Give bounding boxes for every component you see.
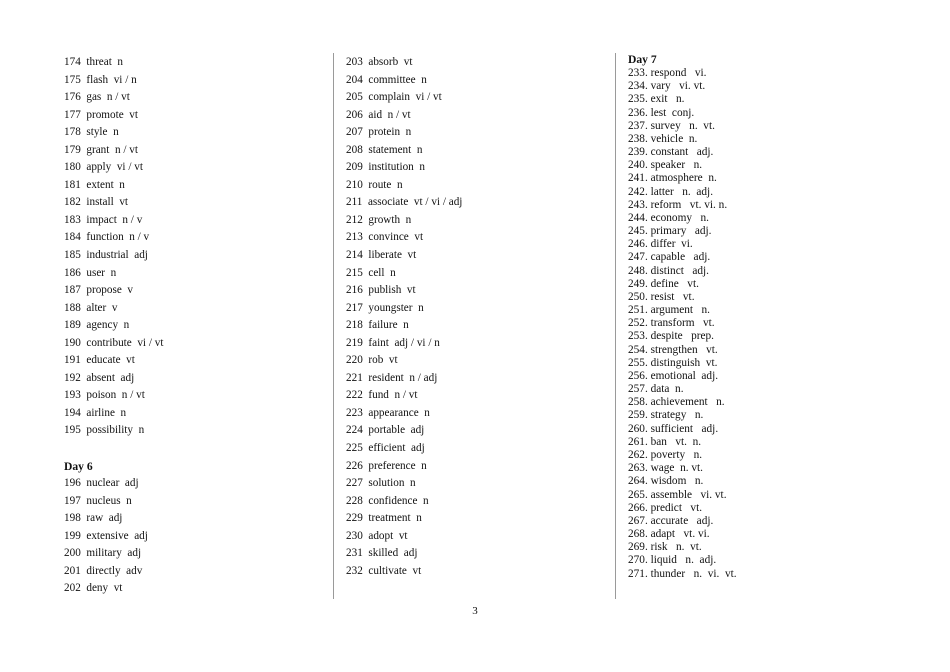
vocab-entry: 184 function n / v: [64, 231, 150, 244]
vocab-entry: 206 aid n / vt: [346, 108, 411, 121]
vocab-entry: 229 treatment n: [346, 512, 422, 525]
column-2-list: [346, 54, 462, 580]
vocab-entry: 214 liberate vt: [346, 249, 417, 262]
vocab-entry: 243. reform vt. vi. n.: [628, 198, 728, 211]
vocab-entry: 242. latter n. adj.: [628, 185, 714, 198]
column-divider-right: [615, 53, 616, 599]
vocab-entry: 190 contribute vi / vt: [64, 336, 164, 349]
vocab-entry: 270. liquid n. adj.: [628, 554, 717, 567]
column-2: [346, 54, 462, 580]
vocab-entry: 202 deny vt: [64, 582, 123, 595]
vocab-entry: 211 associate vt / vi / adj: [346, 196, 463, 209]
vocab-entry: 266. predict vt.: [628, 501, 703, 514]
column-3: [628, 53, 737, 581]
vocab-entry: 238. vehicle n.: [628, 132, 698, 145]
vocab-entry: 205 complain vi / vt: [346, 91, 442, 104]
vocab-entry: 225 efficient adj: [346, 442, 425, 455]
vocab-entry: 247. capable adj.: [628, 251, 711, 264]
vocab-entry: 241. atmosphere n.: [628, 172, 717, 185]
vocab-entry: 271. thunder n. vi. vt.: [628, 567, 737, 580]
vocab-entry: 208 statement n: [346, 143, 423, 156]
vocab-entry: 268. adapt vt. vi.: [628, 528, 710, 541]
vocab-entry: 189 agency n: [64, 319, 130, 332]
vocab-entry: 269. risk n. vt.: [628, 541, 702, 554]
vocab-entry: 218 failure n: [346, 319, 409, 332]
vocab-entry: 251. argument n.: [628, 304, 710, 317]
vocab-entry: 262. poverty n.: [628, 448, 703, 461]
vocab-entry: 220 rob vt: [346, 354, 398, 367]
vocab-entry: 210 route n: [346, 178, 403, 191]
vocab-entry: 180 apply vi / vt: [64, 161, 143, 174]
vocab-entry: 252. transform vt.: [628, 317, 715, 330]
vocab-entry: 213 convince vt: [346, 231, 424, 244]
vocab-entry: 240. speaker n.: [628, 159, 703, 172]
vocab-entry: 244. economy n.: [628, 211, 709, 224]
vocab-entry: 250. resist vt.: [628, 290, 695, 303]
vocab-entry: 185 industrial adj: [64, 249, 148, 262]
page-number: 3: [472, 605, 478, 617]
vocab-entry: 221 resident n / adj: [346, 371, 438, 384]
vocab-entry: 212 growth n: [346, 213, 412, 226]
vocab-entry: 178 style n: [64, 126, 119, 139]
vocab-entry: 249. define vt.: [628, 277, 699, 290]
vocab-entry: 201 directly adv: [64, 564, 143, 577]
vocab-entry: 179 grant n / vt: [64, 143, 138, 156]
vocab-entry: 237. survey n. vt.: [628, 119, 715, 132]
vocab-entry: 188 alter v: [64, 301, 118, 314]
vocab-entry: 222 fund n / vt: [346, 389, 418, 402]
vocab-entry: 246. differ vi.: [628, 238, 693, 251]
vocab-entry: 236. lest conj.: [628, 106, 695, 119]
vocab-entry: 260. sufficient adj.: [628, 422, 719, 435]
vocab-entry: 223 appearance n: [346, 406, 430, 419]
vocab-entry: 207 protein n: [346, 126, 412, 139]
vocab-entry: 257. data n.: [628, 383, 684, 396]
vocab-entry: 248. distinct adj.: [628, 264, 709, 277]
vocab-entry: 215 cell n: [346, 266, 396, 279]
vocab-entry: 227 solution n: [346, 477, 416, 490]
vocab-entry: 228 confidence n: [346, 494, 429, 507]
vocab-entry: 234. vary vi. vt.: [628, 80, 706, 93]
vocab-entry: 253. despite prep.: [628, 330, 714, 343]
vocab-entry: 186 user n: [64, 266, 117, 279]
column-1: [64, 54, 163, 598]
vocab-entry: 182 install vt: [64, 196, 129, 209]
vocab-entry: 216 publish vt: [346, 284, 416, 297]
vocab-entry: 192 absent adj: [64, 371, 135, 384]
vocab-entry: 226 preference n: [346, 459, 427, 472]
vocab-entry: 203 absorb vt: [346, 56, 413, 68]
vocab-entry: 198 raw adj: [64, 512, 123, 525]
vocab-entry: 259. strategy n.: [628, 409, 704, 422]
vocab-entry: 191 educate vt: [64, 354, 135, 367]
column-1-list-before: [64, 54, 163, 440]
vocab-entry: 217 youngster n: [346, 301, 424, 314]
vocab-entry: 197 nucleus n: [64, 494, 132, 507]
day-7-heading: Day 7: [628, 53, 657, 66]
vocab-entry: 258. achievement n.: [628, 396, 725, 409]
vocab-entry: 174 threat n: [64, 56, 124, 68]
vocab-entry: 209 institution n: [346, 161, 425, 174]
vocab-entry: 233. respond vi.: [628, 67, 707, 79]
vocab-entry: 199 extensive adj: [64, 529, 148, 542]
vocab-entry: 267. accurate adj.: [628, 514, 714, 527]
vocab-entry: 230 adopt vt: [346, 529, 408, 542]
vocab-entry: 231 skilled adj: [346, 547, 418, 560]
vocab-entry: 200 military adj: [64, 547, 142, 560]
vocab-entry: 264. wisdom n.: [628, 475, 704, 488]
vocab-entry: 239. constant adj.: [628, 146, 714, 159]
vocab-entry: 224 portable adj: [346, 424, 425, 437]
vocab-entry: 183 impact n / v: [64, 213, 143, 226]
vocab-entry: 263. wage n. vt.: [628, 462, 703, 475]
vocab-entry: 204 committee n: [346, 73, 427, 86]
vocab-entry: 176 gas n / vt: [64, 91, 130, 104]
vocab-entry: 193 poison n / vt: [64, 389, 145, 402]
vocab-entry: 254. strengthen vt.: [628, 343, 718, 356]
vocab-entry: 196 nuclear adj: [64, 477, 139, 490]
vocab-entry: 232 cultivate vt: [346, 564, 422, 577]
spacer: [64, 440, 163, 458]
vocab-entry: 245. primary adj.: [628, 225, 712, 238]
vocab-entry: 219 faint adj / vi / n: [346, 336, 440, 349]
vocab-entry: 255. distinguish vt.: [628, 356, 718, 369]
column-divider-left: [333, 53, 334, 599]
vocab-entry: 181 extent n: [64, 178, 125, 191]
column-3-list: [628, 67, 737, 581]
vocab-entry: 187 propose v: [64, 284, 133, 297]
column-1-list-after: [64, 475, 163, 598]
vocab-entry: 256. emotional adj.: [628, 369, 719, 382]
vocab-entry: 235. exit n.: [628, 93, 685, 106]
vocab-entry: 175 flash vi / n: [64, 73, 137, 86]
vocab-entry: 194 airline n: [64, 406, 127, 419]
vocab-entry: 195 possibility n: [64, 424, 145, 437]
vocab-entry: 265. assemble vi. vt.: [628, 488, 727, 501]
vocab-entry: 261. ban vt. n.: [628, 435, 702, 448]
vocab-entry: 177 promote vt: [64, 108, 138, 121]
day-6-heading: Day 6: [64, 459, 93, 473]
